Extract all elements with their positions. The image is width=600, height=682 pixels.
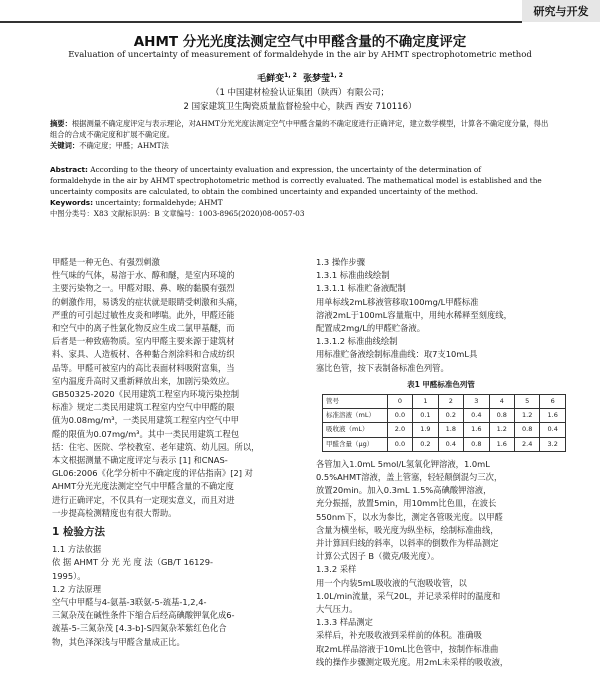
table-cell: 2.0 <box>387 423 412 437</box>
table-cell: 0.4 <box>540 423 566 437</box>
body-line: 1.3.3 样品测定 <box>316 617 373 628</box>
body-line: 严重的可引起过敏性皮炎和哮喘。此外，甲醛还能 <box>52 309 235 320</box>
author-1-affil: 1, 2 <box>284 72 297 79</box>
table-cell: 0.2 <box>438 409 463 423</box>
keywords-en-label: Keywords: <box>50 198 94 207</box>
body-line: 1.3.1.1 标准贮备液配制 <box>316 283 406 294</box>
body-line: 进行正确评定，不仅具有一定现实意义，而且对进 <box>52 494 235 505</box>
table-cell: 3.2 <box>540 437 566 451</box>
body-line: 一步提高检测精度也有很大帮助。 <box>52 507 177 518</box>
body-line: 1.2 方法原理 <box>52 583 102 594</box>
body-line: 括：住宅、医院、学校教室、老年建筑、幼儿园。所以， <box>52 441 260 452</box>
body-line: 醛的限值为0.07mg/m³。其中一类民用建筑工程包 <box>52 428 240 439</box>
body-line: 计算公式因子 B（微克/吸光度）。 <box>316 551 440 562</box>
table-cell: 2.4 <box>514 437 539 451</box>
body-line: 本文根据测量不确定度评定与表示 [1] 和CNAS- <box>52 455 228 466</box>
body-line: 和空气中的离子性氯化物反应生成二氯甲基醚，而 <box>52 323 235 334</box>
table-cell: 0.1 <box>413 409 438 423</box>
body-line: 线的操作步骤测定吸光度。用2mL未采样的吸收液， <box>316 656 509 667</box>
body-line: 550nm下，以水为参比，测定各管吸光度。以甲醛 <box>316 511 503 522</box>
body-line: 依 据 AHMT 分 光 光 度 法（GB/T 16129- <box>52 557 213 568</box>
body-line: 大气压力。 <box>316 604 358 615</box>
body-line: 空气中甲醛与4-氨基-3联氨-5-巯基-1,2,4- <box>52 597 207 608</box>
body-line: 0.5%AHMT溶液，盖上管塞，轻轻颠倒混匀三次， <box>316 472 503 483</box>
table-cell: 1.9 <box>413 423 438 437</box>
table-row-label: 甲醛含量（μg） <box>323 437 388 451</box>
author-2: 张梦莹 <box>303 74 331 84</box>
body-line: 标准》规定二类民用建筑工程室内空气中甲醛的限 <box>52 402 235 413</box>
keywords-en: uncertainty; formaldehyde; AHMT <box>95 198 223 207</box>
table-row <box>323 423 566 437</box>
table-cell: 0.8 <box>489 409 514 423</box>
keywords-cn: 不确定度；甲醛；AHMT法 <box>79 141 169 150</box>
abstract-en-line: According to the theory of uncertainty evaluation and expression, the uncertainty of the determination of <box>90 165 481 174</box>
abstract-cn-label: 摘要： <box>50 119 72 128</box>
abstract-en-line: formaldehyde in the air by AHMT spectrophotometric method is correctly evaluated. The mathematical model is established and the <box>50 176 542 185</box>
table-row <box>323 409 566 423</box>
table-cell: 1.2 <box>514 409 539 423</box>
abstract-en-label: Abstract: <box>50 165 88 174</box>
body-line: 配置成2mg/L的甲醛贮备液。 <box>316 323 426 334</box>
paper-title-en: Evaluation of uncertainty of measurement of formaldehyde in the air by AHMT spectrophotometric method <box>68 50 532 60</box>
table-header-cell: 管号 <box>323 395 388 409</box>
left-column <box>52 256 297 649</box>
author-2-affil: 1, 2 <box>330 72 343 79</box>
table-cell: 1.8 <box>438 423 463 437</box>
body-line: 性气味的气体，易溶于水、醇和醚，是室内环境的 <box>52 270 235 281</box>
body-line: 溶液2mL于100mL容量瓶中，用纯水稀释至刻度线， <box>316 309 512 320</box>
body-line: 并计算回归线的斜率，以斜率的倒数作为样品测定 <box>316 538 499 549</box>
body-line: 1.1 方法依据 <box>52 544 102 555</box>
table-cell: 0.8 <box>514 423 539 437</box>
paper-title: AHMT 分光光度法测定空气中甲醛含量的不确定度评定 <box>133 34 467 50</box>
body-line: 三氮杂茂在碱性条件下缩合后经高碘酸钾氧化成6- <box>52 610 235 621</box>
body-line: 1.3 操作步骤 <box>316 257 366 267</box>
table-cell: 1.2 <box>489 423 514 437</box>
body-line: 甲醛是一种无色、有强烈刺激 <box>52 257 160 267</box>
abstract-cn <box>50 118 550 151</box>
body-line: 采样后，补充吸收液到采样前的体积。准确吸 <box>316 630 482 641</box>
author-1: 毛鲜变 <box>257 74 285 84</box>
table-cell: 1.6 <box>464 423 489 437</box>
body-line: 巯基-5-三氮杂茂 [4.3-b]-S四氮杂苯紫红色化合 <box>52 623 227 634</box>
body-line: 品等。甲醛可被室内的高比表面材料吸附富集，当 <box>52 362 235 373</box>
body-line: AHMT分光光度法测定空气中甲醛含量的不确定度 <box>52 481 234 492</box>
table-header-cell: 6 <box>540 395 566 409</box>
table-header-cell: 2 <box>438 395 463 409</box>
table-cell: 0.4 <box>464 409 489 423</box>
affiliation-1: （1 中国建材检验认证集团（陕西）有限公司； <box>210 88 390 98</box>
body-line: 1.3.1 标准曲线绘制 <box>316 270 390 281</box>
table-cell: 0.8 <box>464 437 489 451</box>
body-line: 物，其色泽深浅与甲醛含量成正比。 <box>52 636 185 647</box>
table-header-row <box>323 395 566 409</box>
table-cell: 0.0 <box>387 409 412 423</box>
body-line: 值为0.08mg/m³，一类民用建筑工程室内空气中甲 <box>52 415 240 426</box>
authors <box>0 71 600 84</box>
body-line: 含量为横坐标，吸光度为纵坐标，绘制标准曲线， <box>316 524 499 535</box>
table-cell: 0.2 <box>413 437 438 451</box>
body-line: 1.3.2 采样 <box>316 564 357 575</box>
table-cell: 1.6 <box>489 437 514 451</box>
classification-line: 中图分类号：X83 文献标识码：B 文章编号：1003-8965(2020)08-0057-03 <box>50 209 305 218</box>
body-line: 室内温度升高时又重新释放出来，加剧污染效应。 <box>52 375 235 386</box>
abstract-en-line: uncertainty composits are calculated, to obtain the combined uncertainty and expanded uncertainty of the method. <box>50 187 478 196</box>
keywords-cn-label: 关键词： <box>50 141 80 150</box>
table-header-cell: 1 <box>413 395 438 409</box>
table-header-cell: 4 <box>489 395 514 409</box>
table-cell: 0.0 <box>387 437 412 451</box>
body-line: GB50325-2020《民用建筑工程室内环境污染控制 <box>52 389 240 400</box>
table-header-cell: 5 <box>514 395 539 409</box>
body-line: 塞比色管，按下表制备标准色列管。 <box>316 362 449 373</box>
body-line: 用标准贮备液绘制标准曲线：取7支10mL具 <box>316 349 478 360</box>
body-line: 放置20min。加入0.3mL 1.5%高碘酸钾溶液， <box>316 485 492 496</box>
right-column <box>316 256 566 669</box>
body-line: GL06:2006《化学分析中不确定度的评估指南》[2] 对 <box>52 468 253 479</box>
body-line: 用一个内装5mL吸收液的气泡吸收管，以 <box>316 577 467 588</box>
section-tag: 研究与开发 <box>522 0 600 22</box>
body-line: 充分振摇，放置5min，用10mm比色皿，在波长 <box>316 498 497 509</box>
table-header-cell: 3 <box>464 395 489 409</box>
body-line: 取2mL样品溶液于10mL比色管中，按制作标准曲 <box>316 643 499 654</box>
table-header-cell: 0 <box>387 395 412 409</box>
body-line: 1.3.1.2 标准曲线绘制 <box>316 336 398 347</box>
affiliation-2: 2 国家建筑卫生陶瓷质量监督检验中心，陕西 西安 710116） <box>183 102 417 112</box>
abstract-cn-text: 根据测量不确定度评定与表示理论，对AHMT分光光度法测定空气中甲醛含量的不确定度进行正确评定，建立数学模型，计算各不确定度分量，得出组合的合成不确定度和扩展不确定度。 <box>50 119 549 139</box>
table-row <box>323 437 566 451</box>
table-cell: 1.6 <box>540 409 566 423</box>
body-line: 用单标线2mL移液管移取100mg/L甲醛标准 <box>316 296 479 307</box>
body-line: 各管加入1.0mL 5mol/L氢氧化钾溶液，1.0mL <box>316 458 490 469</box>
header-rule <box>0 21 522 23</box>
standard-series-table <box>322 394 566 452</box>
body-line: 的刺激作用，易诱发的症状就是眼睛受刺激和头痛， <box>52 296 243 307</box>
section-heading: 1 检验方法 <box>52 526 105 539</box>
body-line: 料、家具、人造板材、各种黏合剂涂料和合成纺织 <box>52 349 235 360</box>
body-line: 主要污染物之一。甲醛对眼、鼻、喉的黏膜有强烈 <box>52 283 235 294</box>
body-line: 1995）。 <box>52 570 86 581</box>
body-line: 1.0L/min流量，采气20L，并记录采样时的温度和 <box>316 590 501 601</box>
table-title: 表1 甲醛标准色列管 <box>407 379 475 389</box>
table-cell: 0.4 <box>438 437 463 451</box>
abstract-en <box>50 164 550 219</box>
body-line: 后者是一种致癌物质。室内甲醛主要来源于建筑材 <box>52 336 235 347</box>
table-row-label: 吸收液（mL） <box>323 423 388 437</box>
table-row-label: 标准溶液（mL） <box>323 409 388 423</box>
